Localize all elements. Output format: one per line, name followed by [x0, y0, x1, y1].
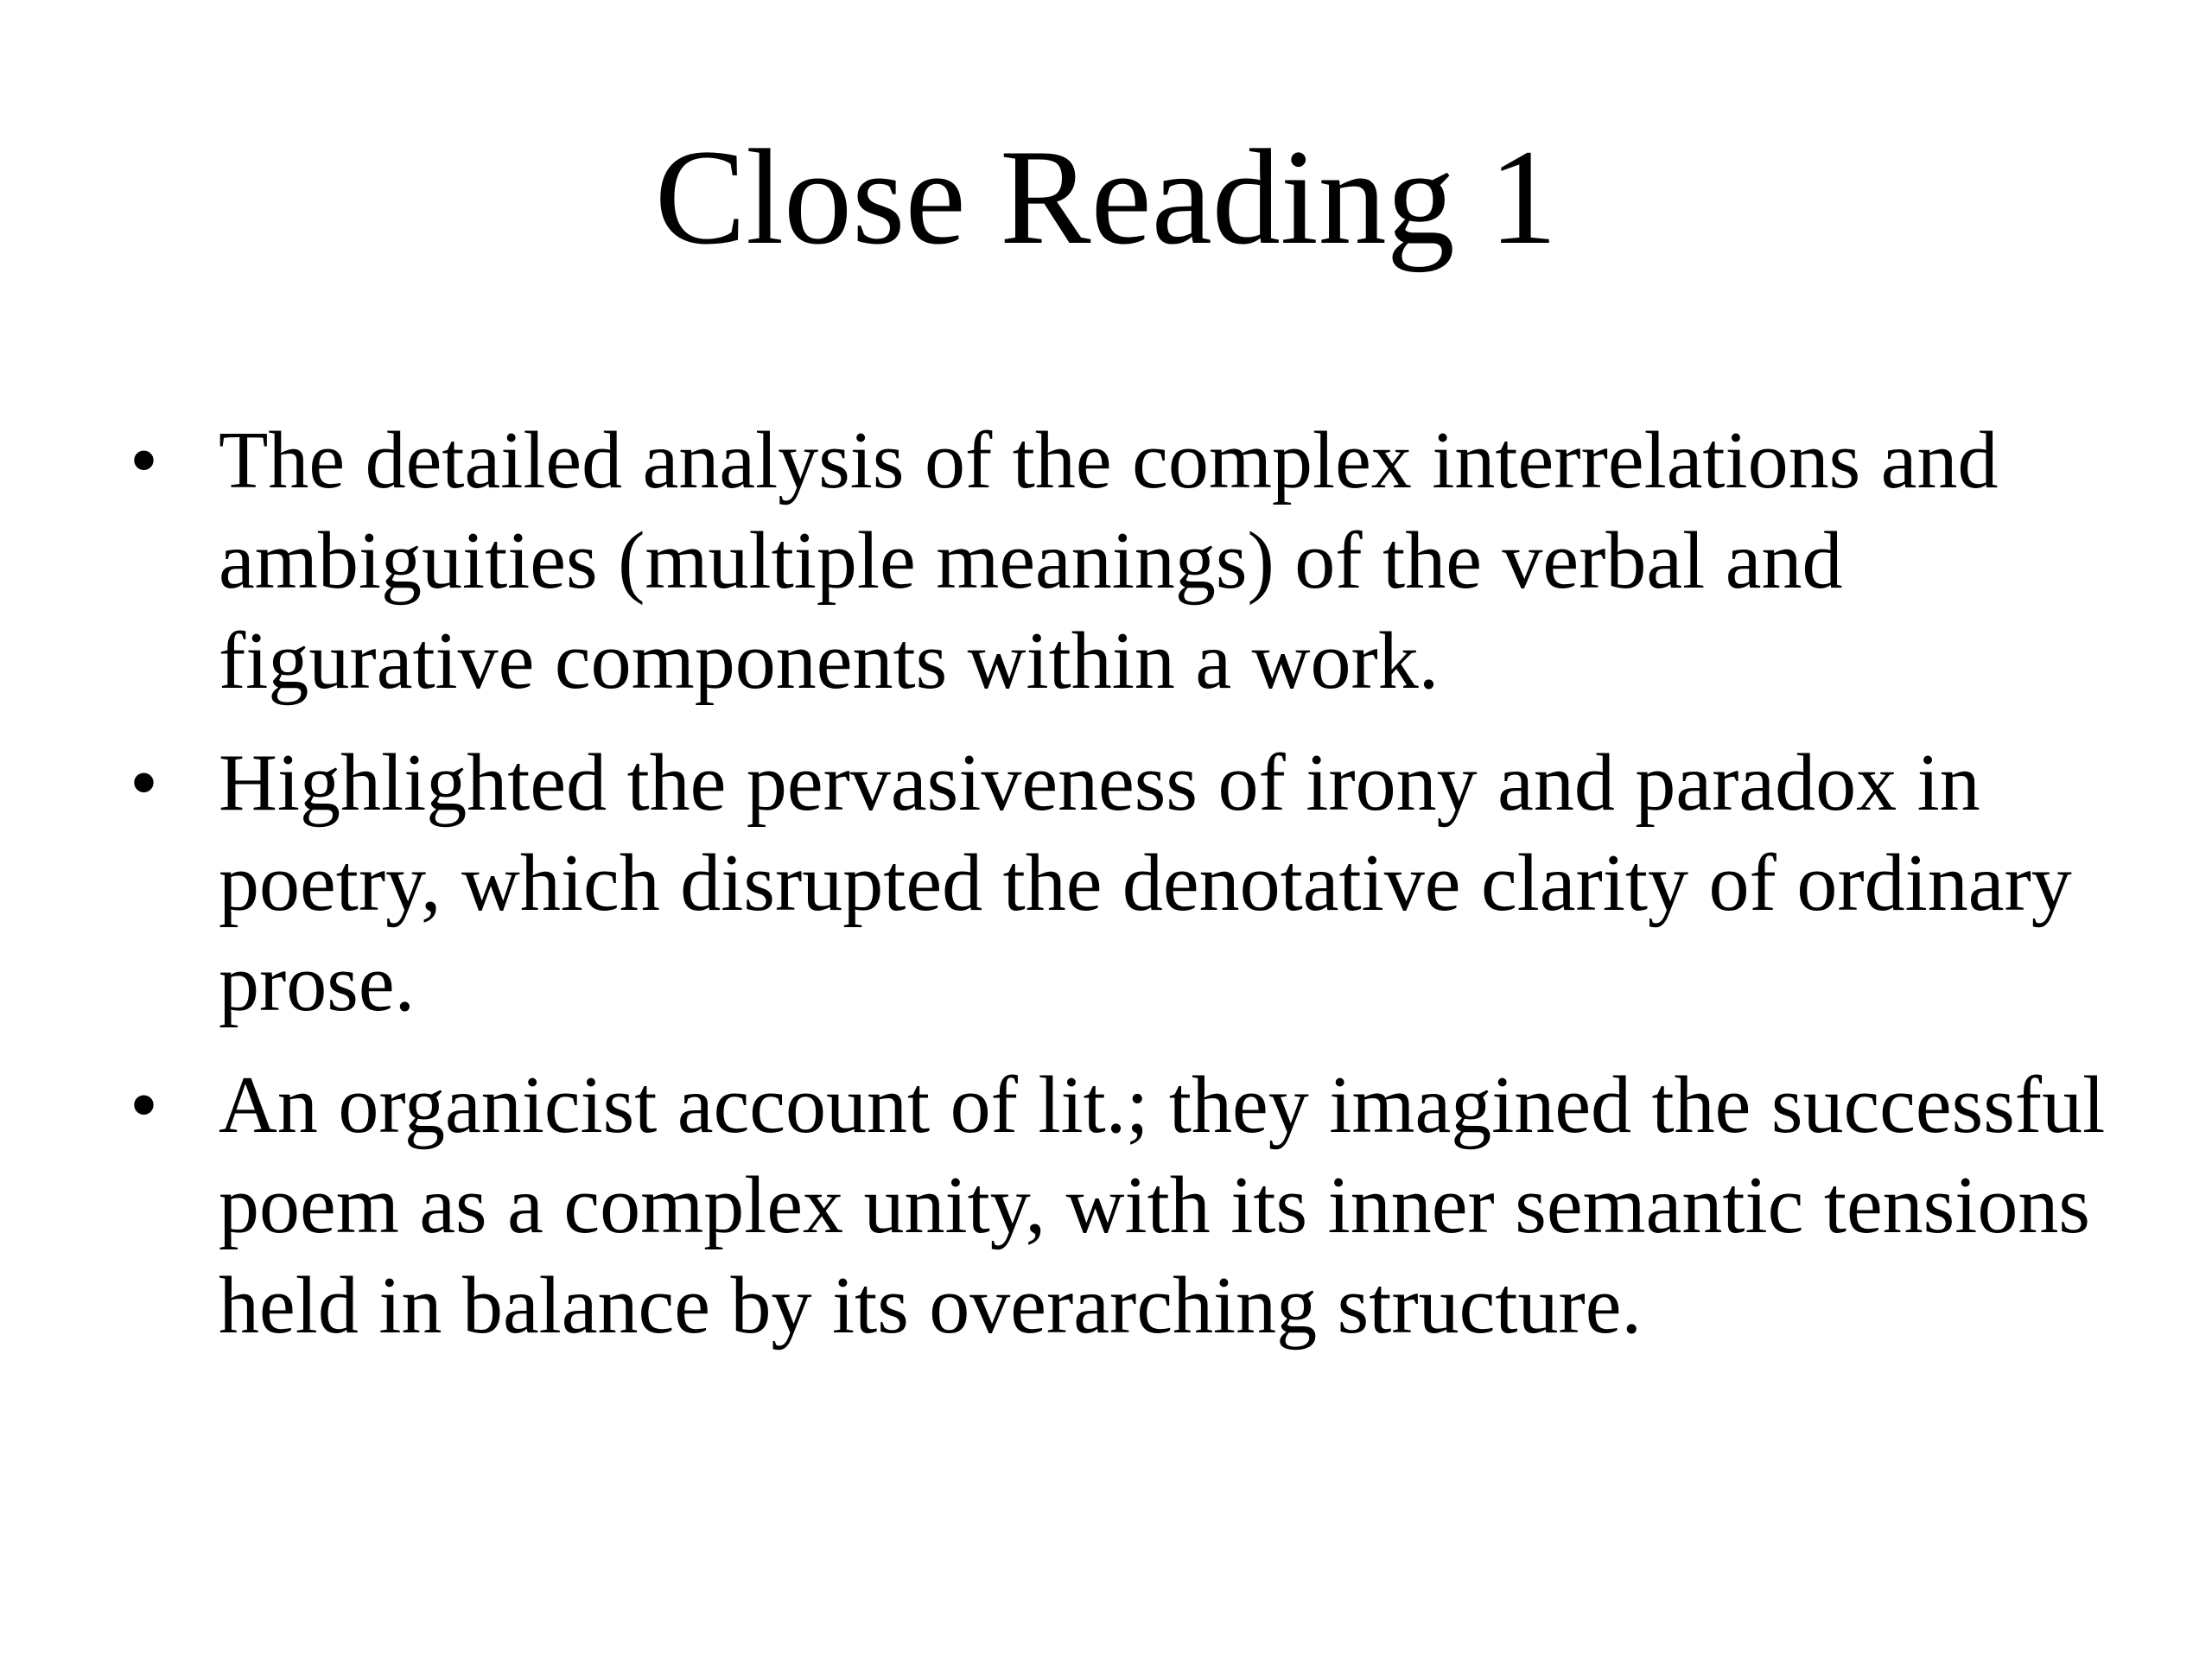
bullet-item	[130, 1055, 2117, 1356]
bullet-text: Highlighted the pervasiveness of irony and paradox in poetry, which disrupted the denotative clarity of ordinary prose.	[219, 738, 2072, 1028]
bullet-text: An organicist account of lit.; they imagined the successful poem as a complex unity, with its inner semantic tensions held in balance by its overarching structure.	[219, 1060, 2106, 1351]
bullet-item	[130, 733, 2117, 1033]
bullet-icon: •	[130, 738, 158, 828]
slide-title: Close Reading 1	[654, 122, 1558, 273]
bullet-item	[130, 410, 2117, 711]
bullet-list	[130, 410, 2117, 1377]
bullet-icon: •	[130, 1060, 158, 1150]
bullet-text: The detailed analysis of the complex interrelations and ambiguities (multiple meanings) of the verbal and figurative components within a work.	[219, 416, 1999, 706]
bullet-icon: •	[130, 416, 158, 505]
